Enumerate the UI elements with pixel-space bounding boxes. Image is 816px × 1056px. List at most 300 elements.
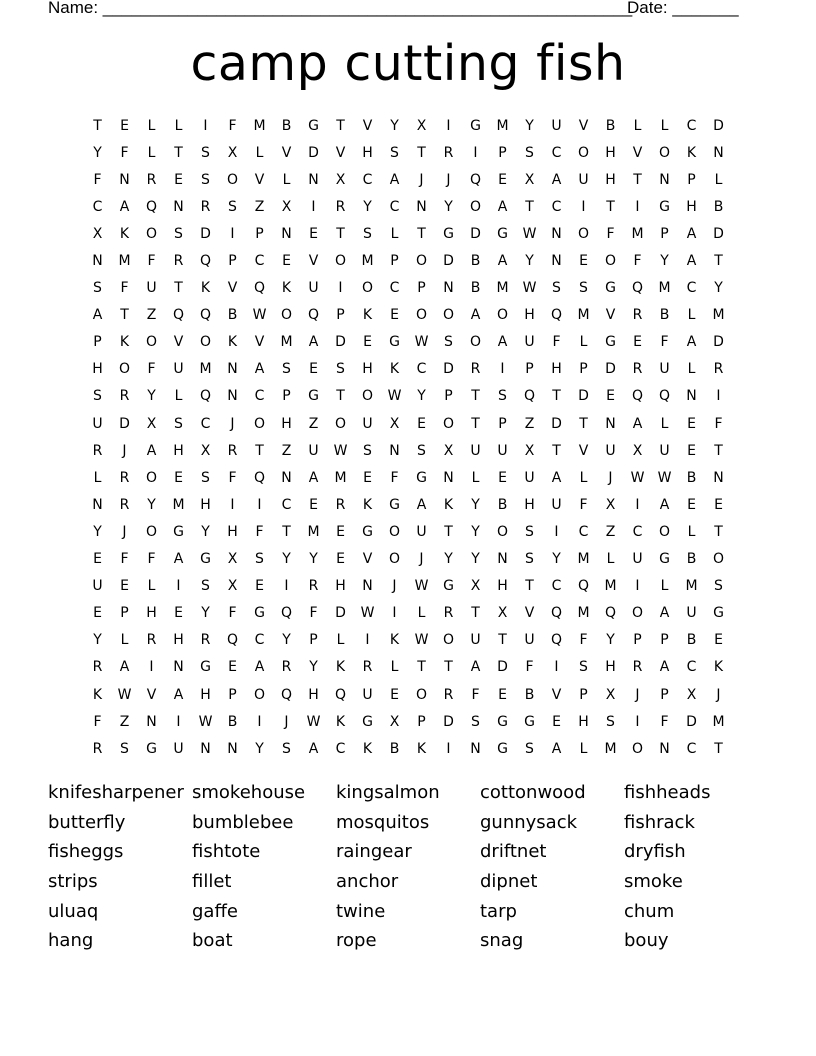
grid-letter: P (660, 225, 669, 242)
grid-letter: D (443, 253, 454, 270)
grid-letter: O (280, 307, 293, 324)
grid-letter: N (497, 551, 508, 568)
grid-letter: Y (363, 198, 372, 215)
grid-letter: Y (471, 551, 480, 568)
grid-letter: G (497, 713, 508, 730)
grid-letter: G (605, 280, 616, 297)
grid-letter: F (120, 144, 129, 161)
word-list-item: kingsalmon (336, 782, 440, 804)
grid-letter: N (470, 740, 481, 757)
grid-letter: C (389, 198, 400, 215)
grid-letter: D (713, 117, 724, 134)
grid-letter: H (173, 442, 184, 459)
grid-letter: Q (550, 632, 563, 649)
grid-letter: E (363, 469, 372, 486)
grid-letter: C (362, 171, 373, 188)
grid-letter: Y (390, 117, 399, 134)
grid-letter: H (686, 198, 697, 215)
grid-letter: T (471, 388, 480, 405)
grid-letter: I (635, 198, 640, 215)
grid-letter: C (578, 523, 589, 540)
grid-letter: S (498, 388, 507, 405)
grid-letter: R (470, 361, 481, 378)
grid-letter: X (227, 144, 238, 161)
grid-letter: E (687, 496, 696, 513)
grid-letter: F (579, 632, 588, 649)
grid-letter: B (686, 469, 697, 486)
grid-letter: N (281, 225, 292, 242)
grid-letter: I (554, 659, 559, 676)
grid-letter: T (552, 388, 561, 405)
grid-letter: H (524, 307, 535, 324)
grid-letter: R (119, 469, 130, 486)
grid-letter: R (713, 361, 724, 378)
grid-letter: Y (309, 551, 318, 568)
grid-letter: A (173, 686, 184, 703)
word-list-item: strips (48, 871, 98, 893)
grid-letter: N (227, 361, 238, 378)
grid-letter: X (92, 225, 103, 242)
grid-letter: Q (550, 307, 563, 324)
grid-letter: S (444, 334, 453, 351)
grid-letter: R (92, 740, 103, 757)
grid-letter: O (253, 415, 266, 432)
grid-letter: X (227, 551, 238, 568)
grid-letter: H (281, 415, 292, 432)
grid-letter: Q (145, 198, 158, 215)
grid-letter: O (469, 198, 482, 215)
grid-letter: L (471, 469, 480, 486)
grid-letter: I (176, 713, 181, 730)
grid-letter: F (228, 605, 237, 622)
grid-letter: L (147, 144, 156, 161)
grid-letter: O (469, 334, 482, 351)
word-list-item: butterfly (48, 811, 126, 833)
grid-letter: P (309, 632, 318, 649)
grid-letter: J (392, 578, 397, 595)
grid-letter: O (442, 415, 455, 432)
grid-letter: Y (309, 659, 318, 676)
grid-letter: Y (417, 388, 426, 405)
grid-letter: I (635, 713, 640, 730)
grid-letter: T (606, 198, 615, 215)
grid-letter: S (363, 225, 372, 242)
grid-letter: S (525, 740, 534, 757)
grid-letter: M (361, 253, 374, 270)
grid-letter: V (578, 442, 589, 459)
grid-letter: O (415, 307, 428, 324)
grid-letter: B (227, 713, 238, 730)
grid-letter: N (443, 280, 454, 297)
grid-letter: L (606, 551, 615, 568)
grid-letter: Z (281, 442, 292, 459)
grid-letter: A (551, 740, 562, 757)
grid-letter: G (200, 551, 211, 568)
grid-letter: C (686, 280, 697, 297)
grid-letter: K (362, 740, 373, 757)
grid-letter: P (228, 253, 237, 270)
grid-letter: O (496, 523, 509, 540)
grid-letter: U (146, 280, 157, 297)
grid-letter: D (119, 415, 130, 432)
grid-letter: P (498, 415, 507, 432)
grid-letter: D (605, 361, 616, 378)
grid-letter: Q (199, 307, 212, 324)
grid-letter: J (122, 523, 127, 540)
grid-letter: L (579, 740, 588, 757)
grid-letter: V (335, 144, 346, 161)
grid-letter: Q (280, 605, 293, 622)
grid-letter: L (633, 117, 642, 134)
grid-letter: L (390, 659, 399, 676)
grid-letter: H (362, 144, 373, 161)
grid-letter: R (632, 307, 643, 324)
grid-letter: Q (469, 171, 482, 188)
grid-letter: T (336, 117, 345, 134)
grid-letter: V (605, 307, 616, 324)
grid-letter: U (416, 523, 427, 540)
grid-letter: H (605, 171, 616, 188)
grid-letter: K (389, 632, 400, 649)
grid-letter: O (199, 334, 212, 351)
grid-letter: T (120, 307, 129, 324)
grid-letter: M (712, 713, 725, 730)
grid-letter: D (497, 659, 508, 676)
grid-letter: U (308, 442, 319, 459)
grid-letter: L (687, 307, 696, 324)
grid-letter: I (230, 225, 235, 242)
grid-letter: J (230, 415, 235, 432)
grid-letter: X (605, 686, 616, 703)
grid-letter: I (635, 496, 640, 513)
grid-letter: E (498, 469, 507, 486)
grid-letter: L (579, 469, 588, 486)
grid-letter: Q (199, 388, 212, 405)
grid-letter: O (145, 225, 158, 242)
grid-letter: T (633, 171, 642, 188)
grid-letter: P (579, 686, 588, 703)
grid-letter: L (714, 171, 723, 188)
grid-letter: X (497, 605, 508, 622)
grid-letter: A (119, 198, 130, 215)
grid-letter: Z (605, 523, 616, 540)
grid-letter: X (470, 578, 481, 595)
grid-letter: E (687, 415, 696, 432)
word-list (48, 778, 768, 956)
grid-letter: E (120, 117, 129, 134)
grid-letter: Y (525, 253, 534, 270)
grid-letter: B (686, 551, 697, 568)
grid-letter: S (201, 171, 210, 188)
grid-letter: N (416, 198, 427, 215)
grid-letter: L (120, 632, 129, 649)
grid-letter: G (497, 740, 508, 757)
grid-letter: S (471, 713, 480, 730)
grid-letter: A (497, 334, 508, 351)
grid-letter: U (551, 117, 562, 134)
grid-letter: E (714, 632, 723, 649)
grid-letter: O (415, 253, 428, 270)
grid-letter: S (336, 361, 345, 378)
grid-letter: X (524, 171, 535, 188)
grid-letter: K (281, 280, 292, 297)
grid-letter: A (308, 740, 319, 757)
grid-letter: C (416, 361, 427, 378)
grid-letter: A (551, 171, 562, 188)
grid-letter: M (280, 334, 293, 351)
grid-letter: E (120, 578, 129, 595)
grid-letter: N (173, 659, 184, 676)
word-list-item: dryfish (624, 841, 686, 863)
grid-letter: S (606, 713, 615, 730)
grid-letter: E (174, 605, 183, 622)
grid-letter: H (335, 578, 346, 595)
grid-letter: A (686, 334, 697, 351)
grid-letter: R (200, 198, 211, 215)
word-list-item: twine (336, 900, 386, 922)
grid-letter: K (362, 496, 373, 513)
grid-letter: H (605, 659, 616, 676)
grid-letter: H (308, 686, 319, 703)
grid-letter: F (471, 686, 480, 703)
grid-letter: N (227, 388, 238, 405)
grid-letter: K (362, 307, 373, 324)
grid-letter: O (631, 605, 644, 622)
grid-letter: R (227, 442, 238, 459)
grid-letter: G (389, 496, 400, 513)
grid-letter: N (200, 740, 211, 757)
grid-letter: L (660, 415, 669, 432)
grid-letter: G (389, 334, 400, 351)
word-list-item: anchor (336, 871, 399, 893)
grid-letter: M (604, 740, 617, 757)
grid-letter: T (471, 415, 480, 432)
grid-letter: L (687, 523, 696, 540)
grid-letter: R (281, 659, 292, 676)
grid-letter: S (174, 415, 183, 432)
grid-letter: H (605, 144, 616, 161)
grid-letter: T (417, 659, 426, 676)
word-list-item: snag (480, 930, 524, 952)
grid-letter: H (362, 361, 373, 378)
grid-letter: S (201, 144, 210, 161)
grid-letter: E (417, 415, 426, 432)
grid-letter: B (659, 307, 670, 324)
grid-letter: L (255, 144, 264, 161)
grid-letter: G (470, 117, 481, 134)
grid-letter: A (470, 659, 481, 676)
grid-letter: Z (119, 713, 130, 730)
grid-letter: X (146, 415, 157, 432)
word-list-item: bumblebee (192, 811, 294, 833)
grid-letter: N (92, 253, 103, 270)
grid-letter: G (254, 605, 265, 622)
grid-letter: V (254, 171, 265, 188)
grid-letter: C (254, 632, 265, 649)
grid-letter: L (282, 171, 291, 188)
grid-letter: Y (147, 388, 156, 405)
grid-letter: V (254, 334, 265, 351)
grid-letter: L (174, 388, 183, 405)
grid-letter: U (524, 334, 535, 351)
grid-letter: K (686, 144, 697, 161)
grid-letter: M (118, 253, 131, 270)
grid-letter: L (417, 605, 426, 622)
grid-letter: J (419, 551, 424, 568)
grid-letter: W (522, 225, 537, 242)
grid-letter: E (309, 496, 318, 513)
grid-letter: X (389, 713, 400, 730)
grid-letter: Q (172, 307, 185, 324)
grid-letter: T (417, 225, 426, 242)
grid-letter: M (577, 605, 590, 622)
grid-letter: L (660, 117, 669, 134)
grid-letter: E (390, 686, 399, 703)
grid-letter: Q (631, 280, 644, 297)
grid-letter: Y (471, 496, 480, 513)
grid-letter: M (577, 551, 590, 568)
grid-letter: C (389, 280, 400, 297)
grid-letter: I (257, 496, 262, 513)
grid-letter: U (659, 361, 670, 378)
grid-letter: D (335, 334, 346, 351)
grid-letter: N (119, 171, 130, 188)
grid-letter: O (415, 686, 428, 703)
grid-letter: Y (201, 523, 210, 540)
grid-letter: F (660, 334, 669, 351)
grid-letter: J (419, 171, 424, 188)
grid-letter: O (631, 740, 644, 757)
grid-letter: D (443, 361, 454, 378)
grid-letter: V (173, 334, 184, 351)
grid-letter: S (579, 280, 588, 297)
grid-letter: B (470, 253, 481, 270)
grid-letter: P (417, 713, 426, 730)
grid-letter: D (578, 388, 589, 405)
grid-letter: G (416, 469, 427, 486)
grid-letter: G (308, 388, 319, 405)
grid-letter: W (198, 713, 213, 730)
grid-letter: S (174, 225, 183, 242)
grid-letter: B (605, 117, 616, 134)
grid-letter: C (686, 740, 697, 757)
grid-letter: P (498, 144, 507, 161)
grid-letter: F (633, 253, 642, 270)
grid-letter: I (500, 361, 505, 378)
grid-letter: D (308, 144, 319, 161)
grid-letter: O (145, 523, 158, 540)
grid-letter: I (257, 713, 262, 730)
grid-letter: A (659, 496, 670, 513)
grid-letter: A (173, 551, 184, 568)
grid-letter: Y (93, 144, 102, 161)
grid-letter: X (443, 442, 454, 459)
grid-letter: P (120, 605, 129, 622)
grid-letter: N (551, 253, 562, 270)
grid-letter: W (414, 632, 429, 649)
grid-letter: G (713, 605, 724, 622)
grid-letter: S (525, 523, 534, 540)
grid-letter: U (92, 578, 103, 595)
grid-letter: W (414, 334, 429, 351)
grid-letter: N (713, 144, 724, 161)
grid-letter: V (578, 117, 589, 134)
grid-letter: C (281, 496, 292, 513)
grid-letter: G (173, 523, 184, 540)
grid-letter: A (551, 469, 562, 486)
grid-letter: O (658, 523, 671, 540)
grid-letter: S (552, 280, 561, 297)
grid-letter: X (281, 198, 292, 215)
grid-letter: A (470, 307, 481, 324)
grid-letter: H (200, 686, 211, 703)
grid-letter: E (714, 496, 723, 513)
grid-letter: E (498, 686, 507, 703)
grid-letter: C (200, 415, 211, 432)
grid-letter: A (92, 307, 103, 324)
grid-letter: B (227, 307, 238, 324)
grid-letter: O (577, 225, 590, 242)
grid-letter: T (552, 442, 561, 459)
grid-letter: A (659, 659, 670, 676)
grid-letter: O (145, 469, 158, 486)
grid-letter: U (524, 469, 535, 486)
grid-letter: K (227, 334, 238, 351)
grid-letter: H (146, 605, 157, 622)
word-list-item: bouy (624, 930, 669, 952)
grid-letter: D (470, 225, 481, 242)
grid-letter: I (446, 117, 451, 134)
grid-letter: R (119, 388, 130, 405)
grid-letter: N (659, 171, 670, 188)
grid-letter: N (92, 496, 103, 513)
grid-letter: O (388, 523, 401, 540)
grid-letter: L (147, 578, 156, 595)
grid-letter: J (608, 469, 613, 486)
grid-letter: Y (471, 523, 480, 540)
grid-letter: X (632, 442, 643, 459)
grid-letter: Q (280, 686, 293, 703)
grid-letter: P (417, 280, 426, 297)
grid-letter: S (93, 280, 102, 297)
grid-letter: Z (146, 307, 157, 324)
grid-letter: W (252, 307, 267, 324)
grid-letter: W (117, 686, 132, 703)
grid-letter: Q (577, 578, 590, 595)
grid-letter: Y (93, 632, 102, 649)
grid-letter: I (716, 388, 721, 405)
name-field-line: Name: ________________________________________________________ (48, 0, 633, 17)
grid-letter: Y (201, 605, 210, 622)
grid-letter: A (632, 415, 643, 432)
grid-letter: T (714, 740, 723, 757)
grid-letter: F (228, 117, 237, 134)
grid-letter: X (416, 117, 427, 134)
word-search-grid (84, 112, 732, 762)
grid-letter: D (335, 605, 346, 622)
grid-letter: F (552, 334, 561, 351)
grid-letter: I (176, 578, 181, 595)
grid-letter: H (497, 578, 508, 595)
grid-letter: P (93, 334, 102, 351)
grid-letter: C (551, 144, 562, 161)
word-list-item: raingear (336, 841, 412, 863)
grid-letter: F (120, 280, 129, 297)
grid-letter: P (579, 361, 588, 378)
grid-letter: Q (550, 605, 563, 622)
grid-letter: X (335, 171, 346, 188)
grid-letter: E (336, 551, 345, 568)
